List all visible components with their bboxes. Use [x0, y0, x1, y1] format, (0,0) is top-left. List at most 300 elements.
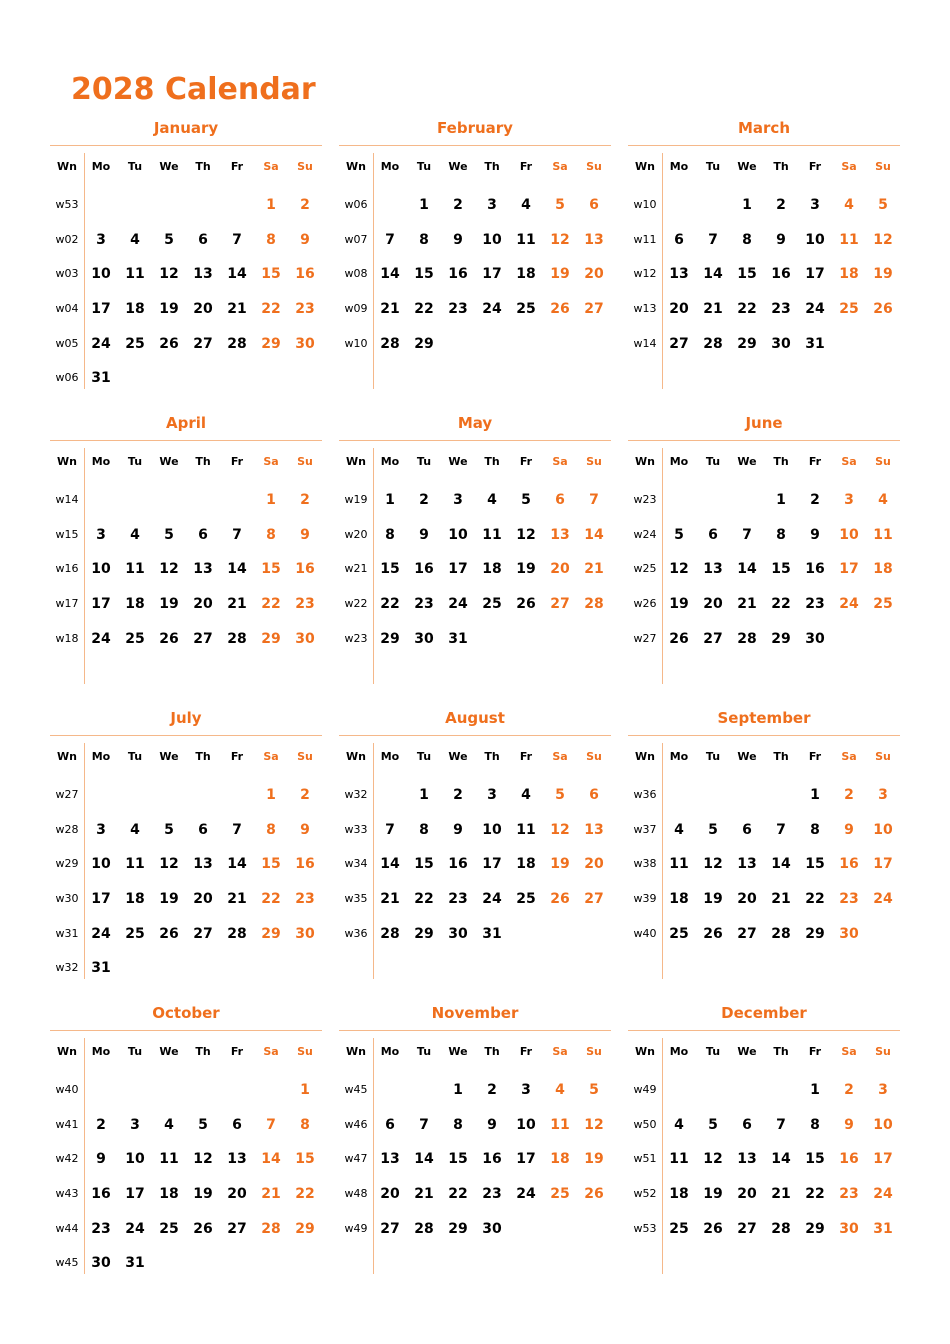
- weekend-day[interactable]: 3: [878, 1082, 888, 1098]
- day-cell[interactable]: 23: [482, 1186, 502, 1202]
- day-cell[interactable]: 12: [669, 561, 689, 577]
- weekend-day[interactable]: 23: [295, 301, 315, 317]
- day-cell[interactable]: 1: [810, 787, 820, 803]
- day-cell[interactable]: 18: [516, 856, 536, 872]
- weekend-day[interactable]: 19: [873, 266, 893, 282]
- weekend-day[interactable]: 5: [555, 197, 565, 213]
- weekend-day[interactable]: 25: [550, 1186, 570, 1202]
- day-cell[interactable]: 17: [91, 891, 111, 907]
- weekend-day[interactable]: 17: [873, 856, 893, 872]
- weekend-day[interactable]: 29: [261, 926, 281, 942]
- weekend-day[interactable]: 4: [878, 492, 888, 508]
- day-cell[interactable]: 15: [414, 266, 434, 282]
- day-cell[interactable]: 17: [91, 596, 111, 612]
- day-cell[interactable]: 21: [227, 596, 247, 612]
- weekend-day[interactable]: 2: [844, 1082, 854, 1098]
- day-cell[interactable]: 18: [125, 301, 145, 317]
- day-cell[interactable]: 27: [669, 336, 689, 352]
- day-cell[interactable]: 13: [193, 561, 213, 577]
- day-cell[interactable]: 27: [193, 631, 213, 647]
- day-cell[interactable]: 2: [810, 492, 820, 508]
- day-cell[interactable]: 8: [810, 1117, 820, 1133]
- day-cell[interactable]: 22: [380, 596, 400, 612]
- weekend-day[interactable]: 16: [295, 856, 315, 872]
- day-cell[interactable]: 8: [419, 232, 429, 248]
- day-cell[interactable]: 13: [737, 1151, 757, 1167]
- day-cell[interactable]: 5: [708, 1117, 718, 1133]
- day-cell[interactable]: 20: [193, 596, 213, 612]
- weekend-day[interactable]: 20: [550, 561, 570, 577]
- weekend-day[interactable]: 9: [844, 1117, 854, 1133]
- weekend-day[interactable]: 1: [266, 492, 276, 508]
- weekend-day[interactable]: 29: [295, 1221, 315, 1237]
- day-cell[interactable]: 8: [385, 527, 395, 543]
- day-cell[interactable]: 31: [805, 336, 825, 352]
- day-cell[interactable]: 11: [125, 266, 145, 282]
- day-cell[interactable]: 3: [453, 492, 463, 508]
- weekend-day[interactable]: 9: [300, 232, 310, 248]
- day-cell[interactable]: 15: [414, 856, 434, 872]
- day-cell[interactable]: 2: [419, 492, 429, 508]
- day-cell[interactable]: 7: [708, 232, 718, 248]
- day-cell[interactable]: 19: [669, 596, 689, 612]
- day-cell[interactable]: 6: [742, 1117, 752, 1133]
- weekend-day[interactable]: 13: [584, 232, 604, 248]
- day-cell[interactable]: 30: [91, 1255, 111, 1271]
- day-cell[interactable]: 21: [380, 301, 400, 317]
- day-cell[interactable]: 7: [742, 527, 752, 543]
- day-cell[interactable]: 25: [516, 301, 536, 317]
- day-cell[interactable]: 23: [91, 1221, 111, 1237]
- day-cell[interactable]: 17: [448, 561, 468, 577]
- day-cell[interactable]: 9: [810, 527, 820, 543]
- weekend-day[interactable]: 31: [873, 1221, 893, 1237]
- day-cell[interactable]: 24: [91, 926, 111, 942]
- day-cell[interactable]: 25: [159, 1221, 179, 1237]
- day-cell[interactable]: 30: [448, 926, 468, 942]
- weekend-day[interactable]: 28: [584, 596, 604, 612]
- day-cell[interactable]: 13: [227, 1151, 247, 1167]
- day-cell[interactable]: 6: [198, 822, 208, 838]
- weekend-day[interactable]: 24: [873, 1186, 893, 1202]
- day-cell[interactable]: 12: [703, 1151, 723, 1167]
- day-cell[interactable]: 31: [482, 926, 502, 942]
- day-cell[interactable]: 16: [482, 1151, 502, 1167]
- day-cell[interactable]: 19: [703, 891, 723, 907]
- day-cell[interactable]: 9: [776, 232, 786, 248]
- day-cell[interactable]: 18: [516, 266, 536, 282]
- day-cell[interactable]: 29: [380, 631, 400, 647]
- day-cell[interactable]: 22: [448, 1186, 468, 1202]
- day-cell[interactable]: 24: [482, 301, 502, 317]
- weekend-day[interactable]: 26: [584, 1186, 604, 1202]
- day-cell[interactable]: 31: [91, 960, 111, 976]
- day-cell[interactable]: 9: [453, 822, 463, 838]
- day-cell[interactable]: 16: [805, 561, 825, 577]
- day-cell[interactable]: 28: [227, 631, 247, 647]
- day-cell[interactable]: 13: [193, 856, 213, 872]
- day-cell[interactable]: 5: [164, 232, 174, 248]
- day-cell[interactable]: 19: [703, 1186, 723, 1202]
- day-cell[interactable]: 19: [193, 1186, 213, 1202]
- weekend-day[interactable]: 8: [266, 822, 276, 838]
- day-cell[interactable]: 16: [448, 266, 468, 282]
- day-cell[interactable]: 20: [193, 301, 213, 317]
- day-cell[interactable]: 24: [805, 301, 825, 317]
- day-cell[interactable]: 5: [198, 1117, 208, 1133]
- day-cell[interactable]: 7: [419, 1117, 429, 1133]
- weekend-day[interactable]: 25: [873, 596, 893, 612]
- day-cell[interactable]: 19: [159, 891, 179, 907]
- day-cell[interactable]: 1: [742, 197, 752, 213]
- day-cell[interactable]: 26: [703, 926, 723, 942]
- day-cell[interactable]: 14: [227, 266, 247, 282]
- day-cell[interactable]: 14: [380, 856, 400, 872]
- day-cell[interactable]: 2: [453, 197, 463, 213]
- day-cell[interactable]: 4: [130, 232, 140, 248]
- day-cell[interactable]: 3: [96, 232, 106, 248]
- day-cell[interactable]: 6: [708, 527, 718, 543]
- weekend-day[interactable]: 23: [839, 891, 859, 907]
- weekend-day[interactable]: 27: [584, 891, 604, 907]
- day-cell[interactable]: 20: [669, 301, 689, 317]
- day-cell[interactable]: 20: [380, 1186, 400, 1202]
- day-cell[interactable]: 22: [805, 1186, 825, 1202]
- weekend-day[interactable]: 30: [839, 1221, 859, 1237]
- weekend-day[interactable]: 4: [555, 1082, 565, 1098]
- day-cell[interactable]: 19: [159, 596, 179, 612]
- weekend-day[interactable]: 27: [550, 596, 570, 612]
- day-cell[interactable]: 21: [227, 891, 247, 907]
- day-cell[interactable]: 25: [669, 926, 689, 942]
- weekend-day[interactable]: 3: [844, 492, 854, 508]
- day-cell[interactable]: 14: [380, 266, 400, 282]
- day-cell[interactable]: 22: [414, 891, 434, 907]
- day-cell[interactable]: 12: [159, 856, 179, 872]
- day-cell[interactable]: 2: [776, 197, 786, 213]
- day-cell[interactable]: 17: [805, 266, 825, 282]
- weekend-day[interactable]: 22: [261, 301, 281, 317]
- day-cell[interactable]: 27: [380, 1221, 400, 1237]
- weekend-day[interactable]: 1: [266, 787, 276, 803]
- day-cell[interactable]: 7: [385, 822, 395, 838]
- weekend-day[interactable]: 1: [266, 197, 276, 213]
- day-cell[interactable]: 31: [448, 631, 468, 647]
- weekend-day[interactable]: 26: [873, 301, 893, 317]
- day-cell[interactable]: 6: [385, 1117, 395, 1133]
- day-cell[interactable]: 5: [521, 492, 531, 508]
- day-cell[interactable]: 1: [776, 492, 786, 508]
- day-cell[interactable]: 4: [130, 527, 140, 543]
- day-cell[interactable]: 9: [419, 527, 429, 543]
- day-cell[interactable]: 10: [91, 266, 111, 282]
- weekend-day[interactable]: 15: [261, 266, 281, 282]
- weekend-day[interactable]: 9: [300, 527, 310, 543]
- day-cell[interactable]: 16: [91, 1186, 111, 1202]
- day-cell[interactable]: 17: [125, 1186, 145, 1202]
- weekend-day[interactable]: 8: [266, 527, 276, 543]
- weekend-day[interactable]: 6: [589, 787, 599, 803]
- day-cell[interactable]: 18: [669, 1186, 689, 1202]
- weekend-day[interactable]: 26: [550, 301, 570, 317]
- weekend-day[interactable]: 6: [589, 197, 599, 213]
- day-cell[interactable]: 1: [810, 1082, 820, 1098]
- weekend-day[interactable]: 2: [300, 197, 310, 213]
- weekend-day[interactable]: 10: [839, 527, 859, 543]
- day-cell[interactable]: 21: [227, 301, 247, 317]
- day-cell[interactable]: 24: [91, 336, 111, 352]
- day-cell[interactable]: 10: [91, 561, 111, 577]
- day-cell[interactable]: 3: [810, 197, 820, 213]
- day-cell[interactable]: 12: [159, 561, 179, 577]
- day-cell[interactable]: 6: [198, 527, 208, 543]
- day-cell[interactable]: 14: [737, 561, 757, 577]
- day-cell[interactable]: 25: [482, 596, 502, 612]
- weekend-day[interactable]: 26: [550, 891, 570, 907]
- day-cell[interactable]: 11: [482, 527, 502, 543]
- day-cell[interactable]: 27: [193, 926, 213, 942]
- weekend-day[interactable]: 2: [300, 787, 310, 803]
- day-cell[interactable]: 22: [771, 596, 791, 612]
- weekend-day[interactable]: 9: [300, 822, 310, 838]
- day-cell[interactable]: 29: [771, 631, 791, 647]
- day-cell[interactable]: 25: [125, 336, 145, 352]
- weekend-day[interactable]: 2: [844, 787, 854, 803]
- day-cell[interactable]: 14: [227, 856, 247, 872]
- day-cell[interactable]: 10: [125, 1151, 145, 1167]
- weekend-day[interactable]: 23: [295, 891, 315, 907]
- day-cell[interactable]: 29: [414, 926, 434, 942]
- weekend-day[interactable]: 11: [873, 527, 893, 543]
- day-cell[interactable]: 24: [448, 596, 468, 612]
- day-cell[interactable]: 8: [810, 822, 820, 838]
- weekend-day[interactable]: 21: [261, 1186, 281, 1202]
- weekend-day[interactable]: 15: [261, 856, 281, 872]
- day-cell[interactable]: 22: [414, 301, 434, 317]
- day-cell[interactable]: 19: [159, 301, 179, 317]
- day-cell[interactable]: 28: [227, 336, 247, 352]
- day-cell[interactable]: 15: [380, 561, 400, 577]
- day-cell[interactable]: 17: [91, 301, 111, 317]
- day-cell[interactable]: 11: [669, 1151, 689, 1167]
- day-cell[interactable]: 29: [448, 1221, 468, 1237]
- day-cell[interactable]: 14: [703, 266, 723, 282]
- day-cell[interactable]: 17: [482, 266, 502, 282]
- day-cell[interactable]: 2: [453, 787, 463, 803]
- day-cell[interactable]: 26: [159, 336, 179, 352]
- weekend-day[interactable]: 13: [550, 527, 570, 543]
- day-cell[interactable]: 28: [227, 926, 247, 942]
- day-cell[interactable]: 25: [669, 1221, 689, 1237]
- weekend-day[interactable]: 20: [584, 266, 604, 282]
- weekend-day[interactable]: 3: [878, 787, 888, 803]
- weekend-day[interactable]: 7: [266, 1117, 276, 1133]
- weekend-day[interactable]: 18: [873, 561, 893, 577]
- day-cell[interactable]: 25: [125, 631, 145, 647]
- day-cell[interactable]: 22: [805, 891, 825, 907]
- weekend-day[interactable]: 25: [839, 301, 859, 317]
- day-cell[interactable]: 25: [516, 891, 536, 907]
- day-cell[interactable]: 15: [448, 1151, 468, 1167]
- day-cell[interactable]: 11: [516, 232, 536, 248]
- day-cell[interactable]: 2: [96, 1117, 106, 1133]
- day-cell[interactable]: 1: [453, 1082, 463, 1098]
- day-cell[interactable]: 18: [159, 1186, 179, 1202]
- day-cell[interactable]: 13: [380, 1151, 400, 1167]
- day-cell[interactable]: 15: [805, 1151, 825, 1167]
- day-cell[interactable]: 9: [453, 232, 463, 248]
- day-cell[interactable]: 28: [737, 631, 757, 647]
- day-cell[interactable]: 30: [771, 336, 791, 352]
- day-cell[interactable]: 3: [130, 1117, 140, 1133]
- weekend-day[interactable]: 10: [873, 1117, 893, 1133]
- day-cell[interactable]: 26: [669, 631, 689, 647]
- day-cell[interactable]: 23: [448, 301, 468, 317]
- day-cell[interactable]: 21: [414, 1186, 434, 1202]
- weekend-day[interactable]: 30: [839, 926, 859, 942]
- day-cell[interactable]: 18: [669, 891, 689, 907]
- weekend-day[interactable]: 5: [555, 787, 565, 803]
- day-cell[interactable]: 13: [703, 561, 723, 577]
- day-cell[interactable]: 8: [419, 822, 429, 838]
- day-cell[interactable]: 25: [125, 926, 145, 942]
- day-cell[interactable]: 5: [674, 527, 684, 543]
- weekend-day[interactable]: 16: [295, 561, 315, 577]
- day-cell[interactable]: 7: [776, 822, 786, 838]
- weekend-day[interactable]: 28: [261, 1221, 281, 1237]
- day-cell[interactable]: 3: [487, 787, 497, 803]
- day-cell[interactable]: 29: [805, 926, 825, 942]
- day-cell[interactable]: 10: [482, 232, 502, 248]
- day-cell[interactable]: 30: [482, 1221, 502, 1237]
- weekend-day[interactable]: 4: [844, 197, 854, 213]
- day-cell[interactable]: 3: [487, 197, 497, 213]
- day-cell[interactable]: 15: [771, 561, 791, 577]
- weekend-day[interactable]: 23: [295, 596, 315, 612]
- day-cell[interactable]: 6: [232, 1117, 242, 1133]
- weekend-day[interactable]: 2: [300, 492, 310, 508]
- day-cell[interactable]: 9: [96, 1151, 106, 1167]
- day-cell[interactable]: 7: [232, 822, 242, 838]
- day-cell[interactable]: 24: [482, 891, 502, 907]
- day-cell[interactable]: 23: [414, 596, 434, 612]
- day-cell[interactable]: 14: [771, 1151, 791, 1167]
- day-cell[interactable]: 29: [805, 1221, 825, 1237]
- weekend-day[interactable]: 20: [584, 856, 604, 872]
- day-cell[interactable]: 20: [227, 1186, 247, 1202]
- day-cell[interactable]: 28: [414, 1221, 434, 1237]
- weekend-day[interactable]: 11: [839, 232, 859, 248]
- day-cell[interactable]: 24: [125, 1221, 145, 1237]
- weekend-day[interactable]: 22: [261, 596, 281, 612]
- weekend-day[interactable]: 22: [295, 1186, 315, 1202]
- day-cell[interactable]: 10: [482, 822, 502, 838]
- day-cell[interactable]: 31: [91, 370, 111, 386]
- day-cell[interactable]: 28: [380, 336, 400, 352]
- weekend-day[interactable]: 17: [839, 561, 859, 577]
- weekend-day[interactable]: 6: [555, 492, 565, 508]
- weekend-day[interactable]: 12: [873, 232, 893, 248]
- day-cell[interactable]: 6: [742, 822, 752, 838]
- day-cell[interactable]: 12: [193, 1151, 213, 1167]
- day-cell[interactable]: 13: [669, 266, 689, 282]
- weekend-day[interactable]: 12: [584, 1117, 604, 1133]
- day-cell[interactable]: 1: [385, 492, 395, 508]
- weekend-day[interactable]: 8: [300, 1117, 310, 1133]
- day-cell[interactable]: 4: [164, 1117, 174, 1133]
- day-cell[interactable]: 3: [96, 527, 106, 543]
- weekend-day[interactable]: 29: [261, 336, 281, 352]
- weekend-day[interactable]: 7: [589, 492, 599, 508]
- day-cell[interactable]: 8: [742, 232, 752, 248]
- day-cell[interactable]: 26: [703, 1221, 723, 1237]
- weekend-day[interactable]: 12: [550, 232, 570, 248]
- day-cell[interactable]: 20: [193, 891, 213, 907]
- day-cell[interactable]: 22: [737, 301, 757, 317]
- day-cell[interactable]: 30: [805, 631, 825, 647]
- day-cell[interactable]: 27: [193, 336, 213, 352]
- weekend-day[interactable]: 9: [844, 822, 854, 838]
- day-cell[interactable]: 12: [159, 266, 179, 282]
- day-cell[interactable]: 4: [674, 1117, 684, 1133]
- day-cell[interactable]: 4: [521, 197, 531, 213]
- day-cell[interactable]: 11: [159, 1151, 179, 1167]
- weekend-day[interactable]: 12: [550, 822, 570, 838]
- day-cell[interactable]: 15: [737, 266, 757, 282]
- weekend-day[interactable]: 29: [261, 631, 281, 647]
- weekend-day[interactable]: 27: [584, 301, 604, 317]
- day-cell[interactable]: 20: [737, 891, 757, 907]
- weekend-day[interactable]: 11: [550, 1117, 570, 1133]
- day-cell[interactable]: 18: [482, 561, 502, 577]
- day-cell[interactable]: 4: [674, 822, 684, 838]
- day-cell[interactable]: 13: [737, 856, 757, 872]
- day-cell[interactable]: 27: [227, 1221, 247, 1237]
- day-cell[interactable]: 6: [198, 232, 208, 248]
- day-cell[interactable]: 24: [91, 631, 111, 647]
- day-cell[interactable]: 26: [516, 596, 536, 612]
- weekend-day[interactable]: 1: [300, 1082, 310, 1098]
- weekend-day[interactable]: 15: [261, 561, 281, 577]
- day-cell[interactable]: 11: [125, 561, 145, 577]
- day-cell[interactable]: 15: [805, 856, 825, 872]
- day-cell[interactable]: 6: [674, 232, 684, 248]
- day-cell[interactable]: 4: [487, 492, 497, 508]
- day-cell[interactable]: 8: [776, 527, 786, 543]
- weekend-day[interactable]: 17: [873, 1151, 893, 1167]
- weekend-day[interactable]: 5: [878, 197, 888, 213]
- day-cell[interactable]: 7: [232, 527, 242, 543]
- day-cell[interactable]: 12: [703, 856, 723, 872]
- day-cell[interactable]: 23: [805, 596, 825, 612]
- day-cell[interactable]: 3: [96, 822, 106, 838]
- day-cell[interactable]: 27: [737, 926, 757, 942]
- weekend-day[interactable]: 24: [839, 596, 859, 612]
- day-cell[interactable]: 12: [516, 527, 536, 543]
- weekend-day[interactable]: 14: [261, 1151, 281, 1167]
- weekend-day[interactable]: 23: [839, 1186, 859, 1202]
- day-cell[interactable]: 17: [482, 856, 502, 872]
- day-cell[interactable]: 21: [771, 891, 791, 907]
- day-cell[interactable]: 26: [159, 926, 179, 942]
- weekend-day[interactable]: 16: [295, 266, 315, 282]
- weekend-day[interactable]: 30: [295, 926, 315, 942]
- day-cell[interactable]: 30: [414, 631, 434, 647]
- day-cell[interactable]: 11: [125, 856, 145, 872]
- day-cell[interactable]: 28: [380, 926, 400, 942]
- day-cell[interactable]: 14: [227, 561, 247, 577]
- day-cell[interactable]: 1: [419, 787, 429, 803]
